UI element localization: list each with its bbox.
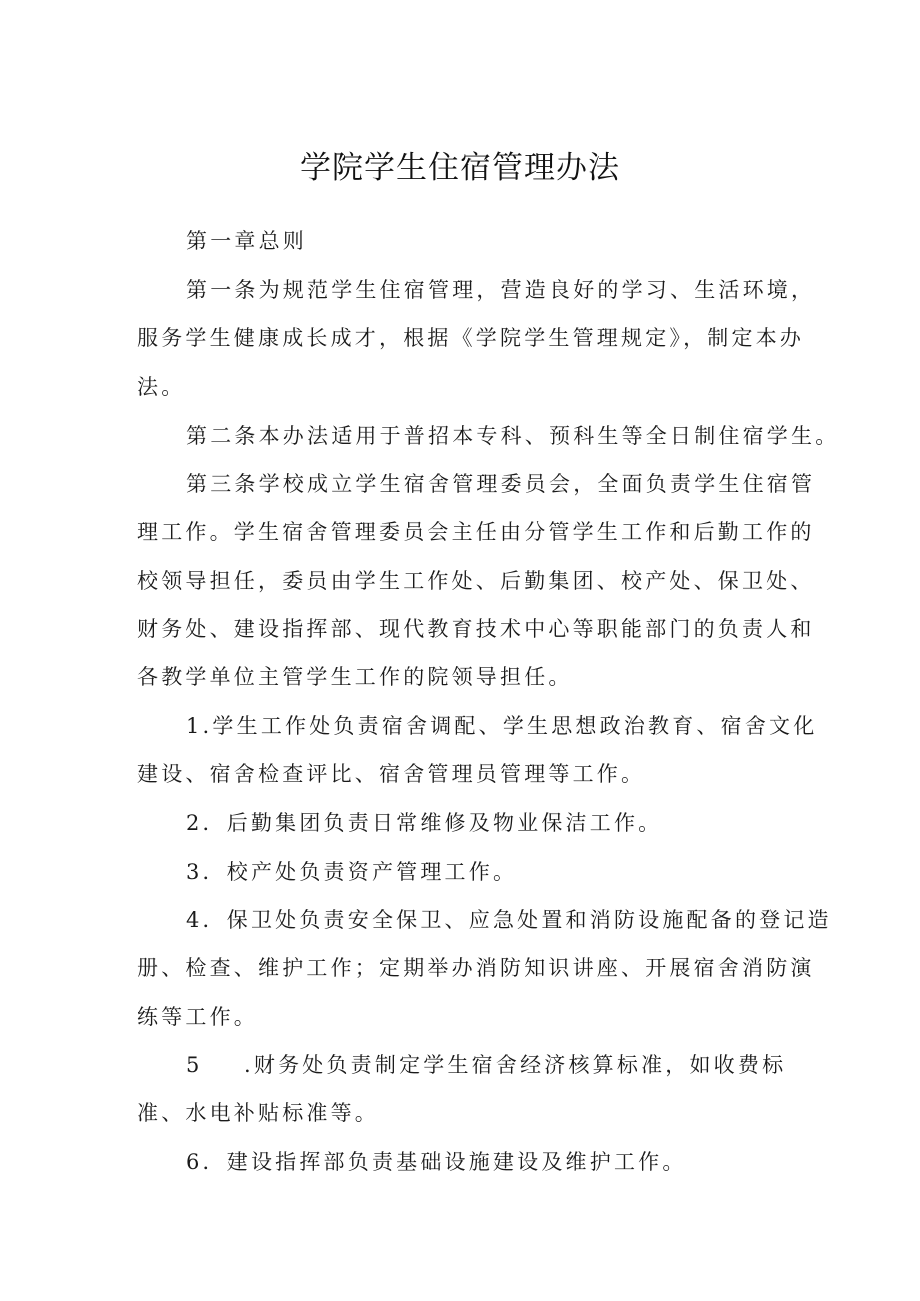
item-3-line-1: 3．校产处负责资产管理工作。 [186,860,518,884]
item-2-line-1: 2．后勤集团负责日常维修及物业保洁工作。 [186,811,663,835]
chapter-heading: 第一章总则 [186,229,307,253]
article-1-line-3: 法。 [137,375,186,399]
article-1-line-2: 服务学生健康成长成才，根据《学院学生管理规定》，制定本办 [137,326,805,350]
article-3-line-4: 财务处、建设指挥部、现代教育技术中心等职能部门的负责人和 [137,617,815,641]
item-4-line-3: 练等工作。 [137,1005,258,1029]
item-1-line-1: 1.学生工作处负责宿舍调配、学生思想政治教育、宿舍文化 [186,714,818,738]
article-1-line-1: 第一条为规范学生住宿管理，营造良好的学习、生活环境， [186,278,816,302]
item-5-number: 5 [186,1053,203,1077]
article-3-line-3: 校领导担任，委员由学生工作处、后勤集团、校产处、保卫处、 [137,569,815,593]
item-6-line-1: 6．建设指挥部负责基础设施建设及维护工作。 [186,1150,687,1174]
item-4-line-2: 册、检查、维护工作；定期举办消防知识讲座、开展宿舍消防演 [137,956,815,980]
item-4-line-1: 4．保卫处负责安全保卫、应急处置和消防设施配备的登记造 [186,908,832,932]
article-2-line-1: 第二条本办法适用于普招本专科、预科生等全日制住宿学生。 [186,424,840,448]
item-5-line-2: 准、水电补贴标准等。 [137,1101,379,1125]
article-3-line-2: 理工作。学生宿舍管理委员会主任由分管学生工作和后勤工作的 [137,520,815,544]
article-3-line-1: 第三条学校成立学生宿舍管理委员会，全面负责学生住宿管 [186,472,816,496]
item-1-line-2: 建设、宿舍检查评比、宿舍管理员管理等工作。 [137,762,646,786]
article-3-line-5: 各教学单位主管学生工作的院领导担任。 [137,665,573,689]
item-5-line-1: .财务处负责制定学生宿舍经济核算标准，如收费标 [244,1053,787,1077]
document-title: 学院学生住宿管理办法 [300,150,620,186]
